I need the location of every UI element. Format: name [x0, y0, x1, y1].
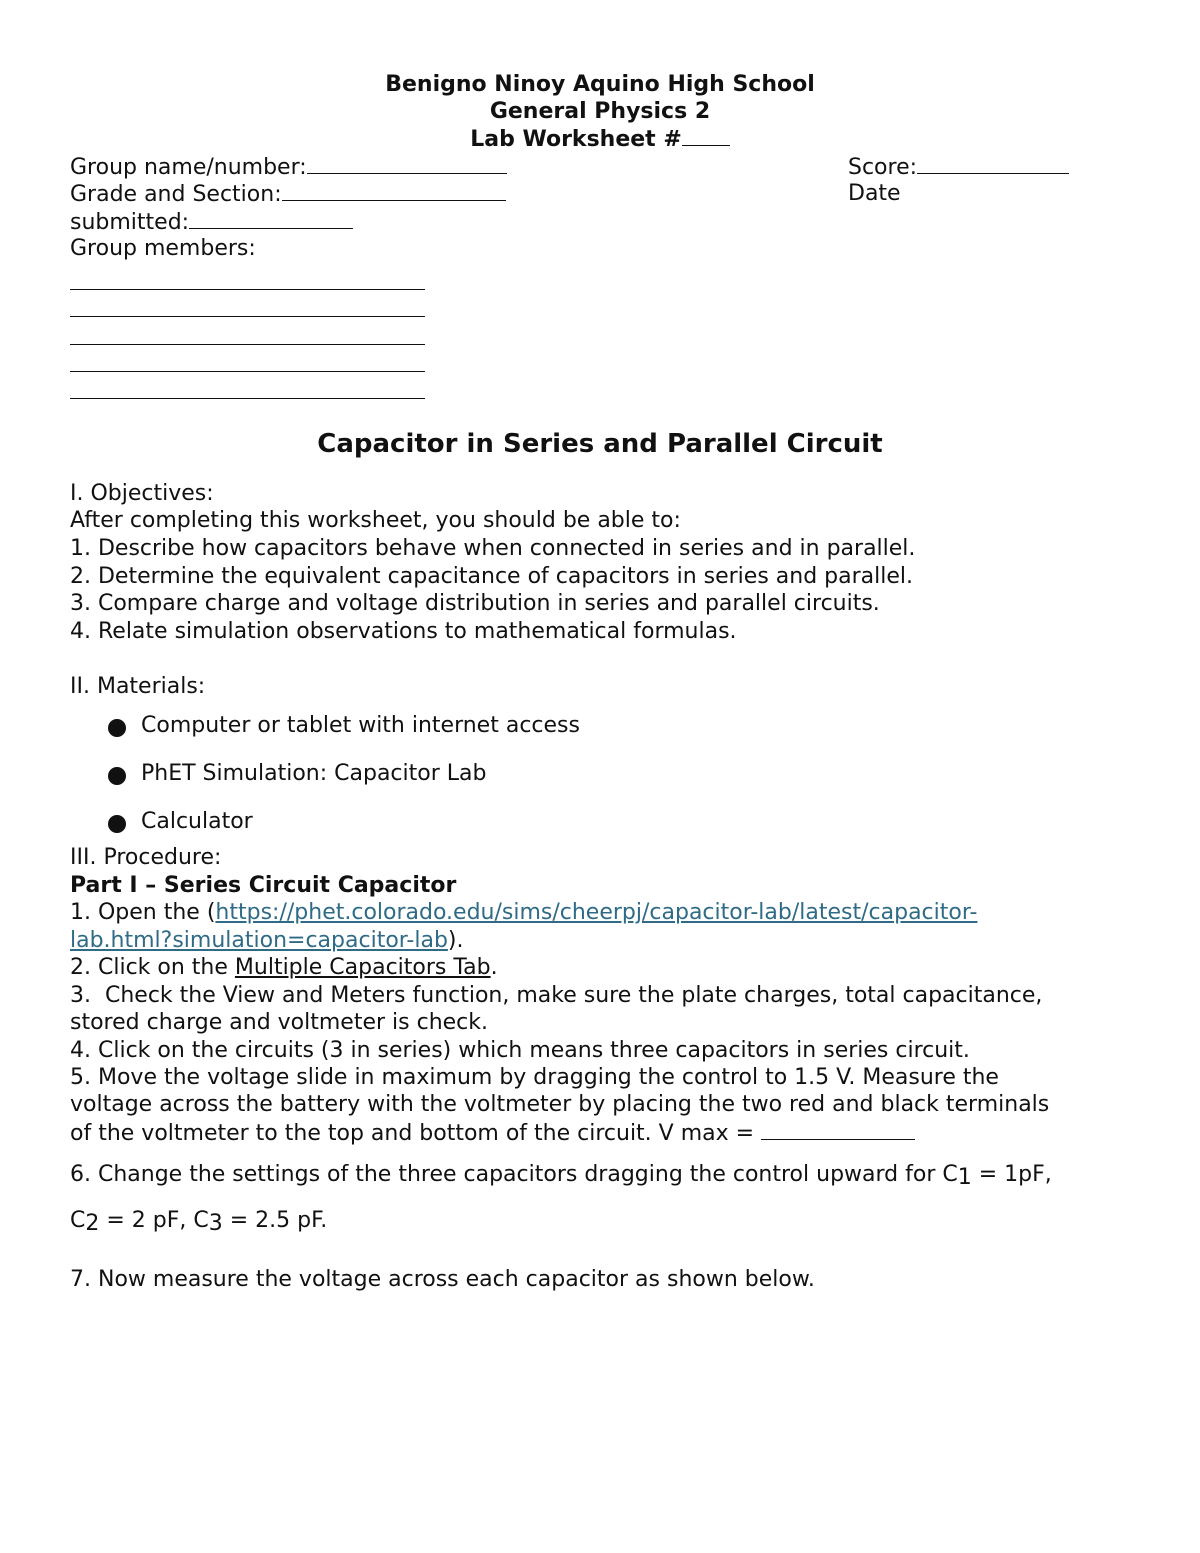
- step-3: 3. Check the View and Meters function, make sure the plate charges, total capacitance,: [70, 983, 1043, 1008]
- school-name: Benigno Ninoy Aquino High School: [385, 72, 815, 97]
- material-item: PhET Simulation: Capacitor Lab: [141, 761, 487, 786]
- grade-section-field: [70, 180, 506, 208]
- score-blank[interactable]: [917, 153, 1069, 174]
- material-item: Calculator: [141, 809, 253, 834]
- step-4: 4. Click on the circuits (3 in series) which means three capacitors in series circuit.: [70, 1038, 970, 1063]
- step-5-cont: voltage across the battery with the voltmeter by placing the two red and black terminals: [70, 1092, 1050, 1117]
- vmax-label: of the voltmeter to the top and bottom of the circuit. V max =: [70, 1121, 762, 1146]
- c3-subscript: 3: [208, 1211, 223, 1236]
- member-line[interactable]: [70, 344, 425, 345]
- submitted-label: submitted:: [70, 210, 190, 235]
- step-3-cont: stored charge and voltmeter is check.: [70, 1010, 489, 1035]
- objective-item: 3. Compare charge and voltage distribution in series and parallel circuits.: [70, 591, 880, 616]
- objective-item: 1. Describe how capacitors behave when connected in series and in parallel.: [70, 536, 916, 561]
- phet-link[interactable]: https://phet.colorado.edu/sims/cheerpj/capacitor-lab/latest/capacitor-: [215, 900, 978, 925]
- score-field: [848, 153, 1069, 181]
- step-7: 7. Now measure the voltage across each capacitor as shown below.: [70, 1267, 815, 1292]
- member-line[interactable]: [70, 289, 425, 290]
- c2-value: = 2 pF, C: [99, 1208, 209, 1233]
- objective-item: 2. Determine the equivalent capacitance of capacitors in series and parallel.: [70, 564, 913, 589]
- step-2-prefix: 2. Click on the: [70, 955, 235, 980]
- objectives-heading: I. Objectives:: [70, 481, 214, 506]
- c2-subscript: 2: [85, 1211, 100, 1236]
- step-6-text: 6. Change the settings of the three capacitors dragging the control upward for C: [70, 1162, 958, 1187]
- vmax-blank[interactable]: [761, 1119, 915, 1140]
- group-name-label: Group name/number:: [70, 155, 307, 180]
- group-name-blank[interactable]: [307, 153, 507, 174]
- member-line[interactable]: [70, 398, 425, 399]
- score-label: Score:: [848, 155, 918, 180]
- material-item: Computer or tablet with internet access: [141, 713, 580, 738]
- objectives-intro: After completing this worksheet, you should be able to:: [70, 508, 681, 533]
- step-6-cont: [70, 1207, 327, 1234]
- c2-symbol: C: [70, 1208, 86, 1233]
- group-members-label: Group members:: [70, 236, 256, 261]
- grade-section-label: Grade and Section:: [70, 182, 282, 207]
- procedure-heading: III. Procedure:: [70, 845, 222, 870]
- bullet-icon: [108, 815, 126, 833]
- worksheet-title: Capacitor in Series and Parallel Circuit: [317, 429, 883, 459]
- worksheet-number: [0, 125, 1200, 153]
- c3-value: = 2.5 pF.: [222, 1208, 328, 1233]
- grade-section-blank[interactable]: [282, 180, 506, 201]
- c1-subscript: 1: [957, 1165, 972, 1190]
- step-1-suffix: ).: [447, 928, 464, 953]
- step-6-c1-value: = 1pF,: [971, 1162, 1052, 1187]
- group-name-field: [70, 153, 507, 181]
- step-5: 5. Move the voltage slide in maximum by dragging the control to 1.5 V. Measure the: [70, 1065, 999, 1090]
- subject-title: General Physics 2: [489, 99, 711, 124]
- part1-heading: Part I – Series Circuit Capacitor: [70, 873, 457, 898]
- objective-item: 4. Relate simulation observations to mathematical formulas.: [70, 619, 737, 644]
- worksheet-number-blank[interactable]: [682, 125, 730, 146]
- step-1-cont: [70, 927, 464, 954]
- step-2-suffix: .: [490, 955, 498, 980]
- step-1: [70, 899, 977, 926]
- submitted-field: [70, 208, 353, 236]
- bullet-icon: [108, 719, 126, 737]
- member-line[interactable]: [70, 371, 425, 372]
- step-5-vmax: [70, 1119, 915, 1147]
- date-label: Date: [848, 181, 901, 206]
- multiple-capacitors-tab-ref: Multiple Capacitors Tab: [234, 955, 491, 980]
- step-6: [70, 1161, 1052, 1188]
- materials-heading: II. Materials:: [70, 674, 206, 699]
- step-1-prefix: 1. Open the (: [70, 900, 216, 925]
- step-2: [70, 954, 498, 981]
- phet-link-cont[interactable]: lab.html?simulation=capacitor-lab: [70, 928, 448, 953]
- submitted-blank[interactable]: [189, 208, 353, 229]
- member-line[interactable]: [70, 316, 425, 317]
- worksheet-label: Lab Worksheet #: [470, 127, 682, 152]
- bullet-icon: [108, 767, 126, 785]
